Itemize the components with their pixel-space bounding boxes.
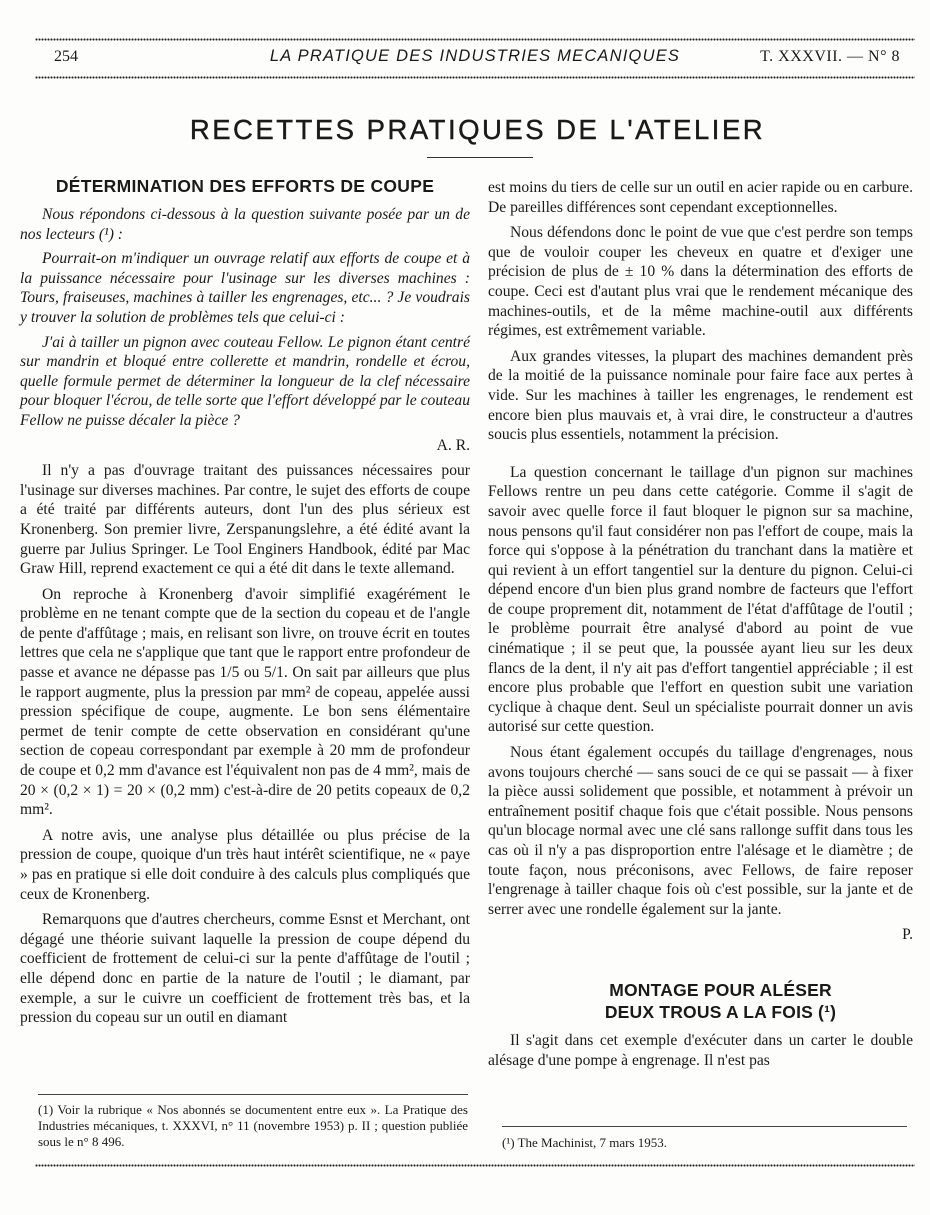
paragraph: Nous défendons donc le point de vue que c'est perdre son temps que de vouloir couper les cheveux en quatre et d'exiger une précision de plus de ± 10 % dans la détermination des efforts de coupe. Ceci est d'autant plus vrai que le rendement mécanique des machines-outils, et de la même machine-outil aux différents régimes, est extrêmement variable. xyxy=(488,224,913,340)
question-signature: A. R. xyxy=(436,436,470,454)
footnote-rule xyxy=(502,1126,907,1127)
paragraph: Nous étant également occupés du taillage d'engrenages, nous avons toujours cherché — sans souci de ce qui se passait — à fixer la pièce aussi solidement que possible, et notamment à prévoir un entraînement positif chaque fois que c'était possible. Nous pensons qu'un blocage normal avec une clé sans rallonge suffit dans tous les cas où il n'y a pas disproportion entre l'alésage et le diamètre ; de toute façon, nous préconisons, avec Fellows, de faire reposer l'engrenage à tailler chaque fois où c'est possible, sur la jante et de serrer avec une rondelle également sur la jante. xyxy=(488,744,913,918)
paragraph: est moins du tiers de celle sur un outil en acier rapide ou en carbure. De pareilles différences sont cependant exceptionnelles. xyxy=(488,179,913,216)
paragraph: Aux grandes vitesses, la plupart des machines demandent près de la moitié de la puissance nominale pour faire face aux pertes à vide. Sur les machines à tailler les engrenages, le rendement est encore bien plus mauvais et, à vrai dire, le constructeur a d'autres soucis plus essentiels, notamment la précision. xyxy=(488,347,913,444)
top-dotted-rule xyxy=(35,38,915,41)
article-heading: DÉTERMINATION DES EFFORTS DE COUPE xyxy=(55,176,435,196)
article-heading-2 xyxy=(528,979,913,1023)
paragraph: On reproche à Kronenberg d'avoir simplifié exagérément le problème en ne tenant compte que de la section du copeau et de l'angle de pente d'affûtage ; mais, en relisant son livre, on trouve écrit en toutes lettres que cela ne s'applique que tant que le rapport entre profondeur de passe et avance ne dépasse pas 1/5 ou 5/1. On sait par ailleurs que plus le rapport augmente, plus la pression par mm² de copeau, appelée aussi pression spécifique de coupe, augmente. Le bon sens élémentaire permet de tenir compte de cette observation en considérant qu'une section de copeau correspondant par exemple à 20 mm de profondeur de coupe et 0,2 mm d'avance est l'équivalent non pas de 4 mm², mais de 20 × (0,2 × 1) = 20 × (0,2 mm) c'est-à-dire de 20 petits copeaux de 0,2 mm². xyxy=(20,585,470,819)
heading-line: MONTAGE POUR ALÉSER xyxy=(609,979,832,1000)
footnote: (1) Voir la rubrique « Nos abonnés se documentent entre eux ». La Pratique des Industries mécaniques, t. XXXVI, n° 11 (novembre 1953) p. II ; question publiée sous le n° 8 496. xyxy=(38,1102,468,1149)
journal-title: LA PRATIQUE DES INDUSTRIES MECANIQUES xyxy=(269,47,681,65)
running-header xyxy=(40,46,910,70)
paragraph: A notre avis, une analyse plus détaillée ou plus précise de la pression de coupe, quoique d'un très haut intérêt scientifique, ne « paye » pas en pratique si elle doit conduire à des calculs plus compliqués que ceux de Kronenberg. xyxy=(20,826,470,903)
heading-line: DEUX TROUS A LA FOIS (¹) xyxy=(604,1001,837,1022)
reader-question: Pourrait-on m'indiquer un ouvrage relatif aux efforts de coupe et à la puissance nécessaire pour l'usinage sur les diverses machines : Tours, fraiseuses, machines à tailler les engrenages, etc... ? Je voudrais y trouver la solution de problèmes tels que celui-ci : xyxy=(20,250,470,326)
reader-question-detail: J'ai à tailler un pignon avec couteau Fellow. Le pignon étant centré sur mandrin et bloqué entre collerette et mandrin, rondelle et écrou, quelle formule permet de déterminer la longueur de la clef nécessaire pour bloquer l'écrou, de telle sorte que l'effort développé par le couteau Fellow ne puisse décaler la pièce ? xyxy=(20,333,470,429)
paragraph: Remarquons que d'autres chercheurs, comme Esnst et Merchant, ont dégagé une théorie suivant laquelle la pression de coupe dépend du coefficient de frottement de celui-ci sur la pente d'affûtage de l'outil ; elle dépend donc en partie de la nature de l'outil ; le diamant, par exemple, a sur le cuivre un coefficient de frottement très bas, et la pression du copeau sur un outil en diamant xyxy=(20,911,470,1027)
article-intro: Nous répondons ci-dessous à la question suivante posée par un de nos lecteurs (¹) : xyxy=(20,206,470,243)
volume-number: T. XXXVII. — N° 8 xyxy=(760,48,900,65)
page-number: 254 xyxy=(54,48,78,65)
footnote-rule xyxy=(38,1094,468,1095)
paragraph: Il s'agit dans cet exemple d'exécuter dans un carter le double alésage d'une pompe à engrenage. Il n'est pas xyxy=(488,1031,913,1069)
paragraph: La question concernant le taillage d'un pignon sur machines Fellows rentre un peu dans cette catégorie. Comme il s'agit de savoir avec quelle force il faut bloquer le pignon sur sa machine, nous pensons qu'il faut considérer non pas l'effort de coupe, mais la force qui s'oppose à la pénétration du tranchant dans la matière et qui revient à un effort tangentiel sur la denture du pignon. Celui-ci dépend encore d'un bien plus grand nombre de facteurs que l'effort de coupe proprement dit, notamment de l'état d'affûtage de l'outil ; le problème pourrait être analysé d'abord au point de vue cinématique ; il se peut que, la poussée ayant lieu sur les deux flancs de la dent, il n'y ait pas d'effort tangentiel appréciable ; il est encore plus probable que l'effort en question subit une variation cyclique à chaque dent. Seul un spécialiste pourrait donner un avis autorisé sur cette question. xyxy=(488,463,913,736)
bottom-dotted-rule xyxy=(35,1164,915,1167)
header-dotted-rule xyxy=(35,76,915,79)
article-section xyxy=(488,979,913,1070)
page-title: RECETTES PRATIQUES DE L'ATELIER xyxy=(189,114,766,145)
right-column xyxy=(488,178,913,1076)
left-column xyxy=(20,175,470,1034)
paragraph: Il n'y a pas d'ouvrage traitant des puissances nécessaires pour l'usinage sur diverses machines. Par contre, le sujet des efforts de coupe a été traité par différents auteurs, dont l'un des plus sérieux est Kronenberg. Son premier livre, Zerspanungslehre, a été édité avant la guerre par Julius Springer. Le Tool Enginers Handbook, édité par Mac Graw Hill, reprend exactement ce qui a été dit dans le texte allemand. xyxy=(20,462,470,578)
answer-signature: P. xyxy=(902,926,913,944)
footnote: (¹) The Machinist, 7 mars 1953. xyxy=(502,1135,668,1150)
title-rule xyxy=(427,157,533,158)
